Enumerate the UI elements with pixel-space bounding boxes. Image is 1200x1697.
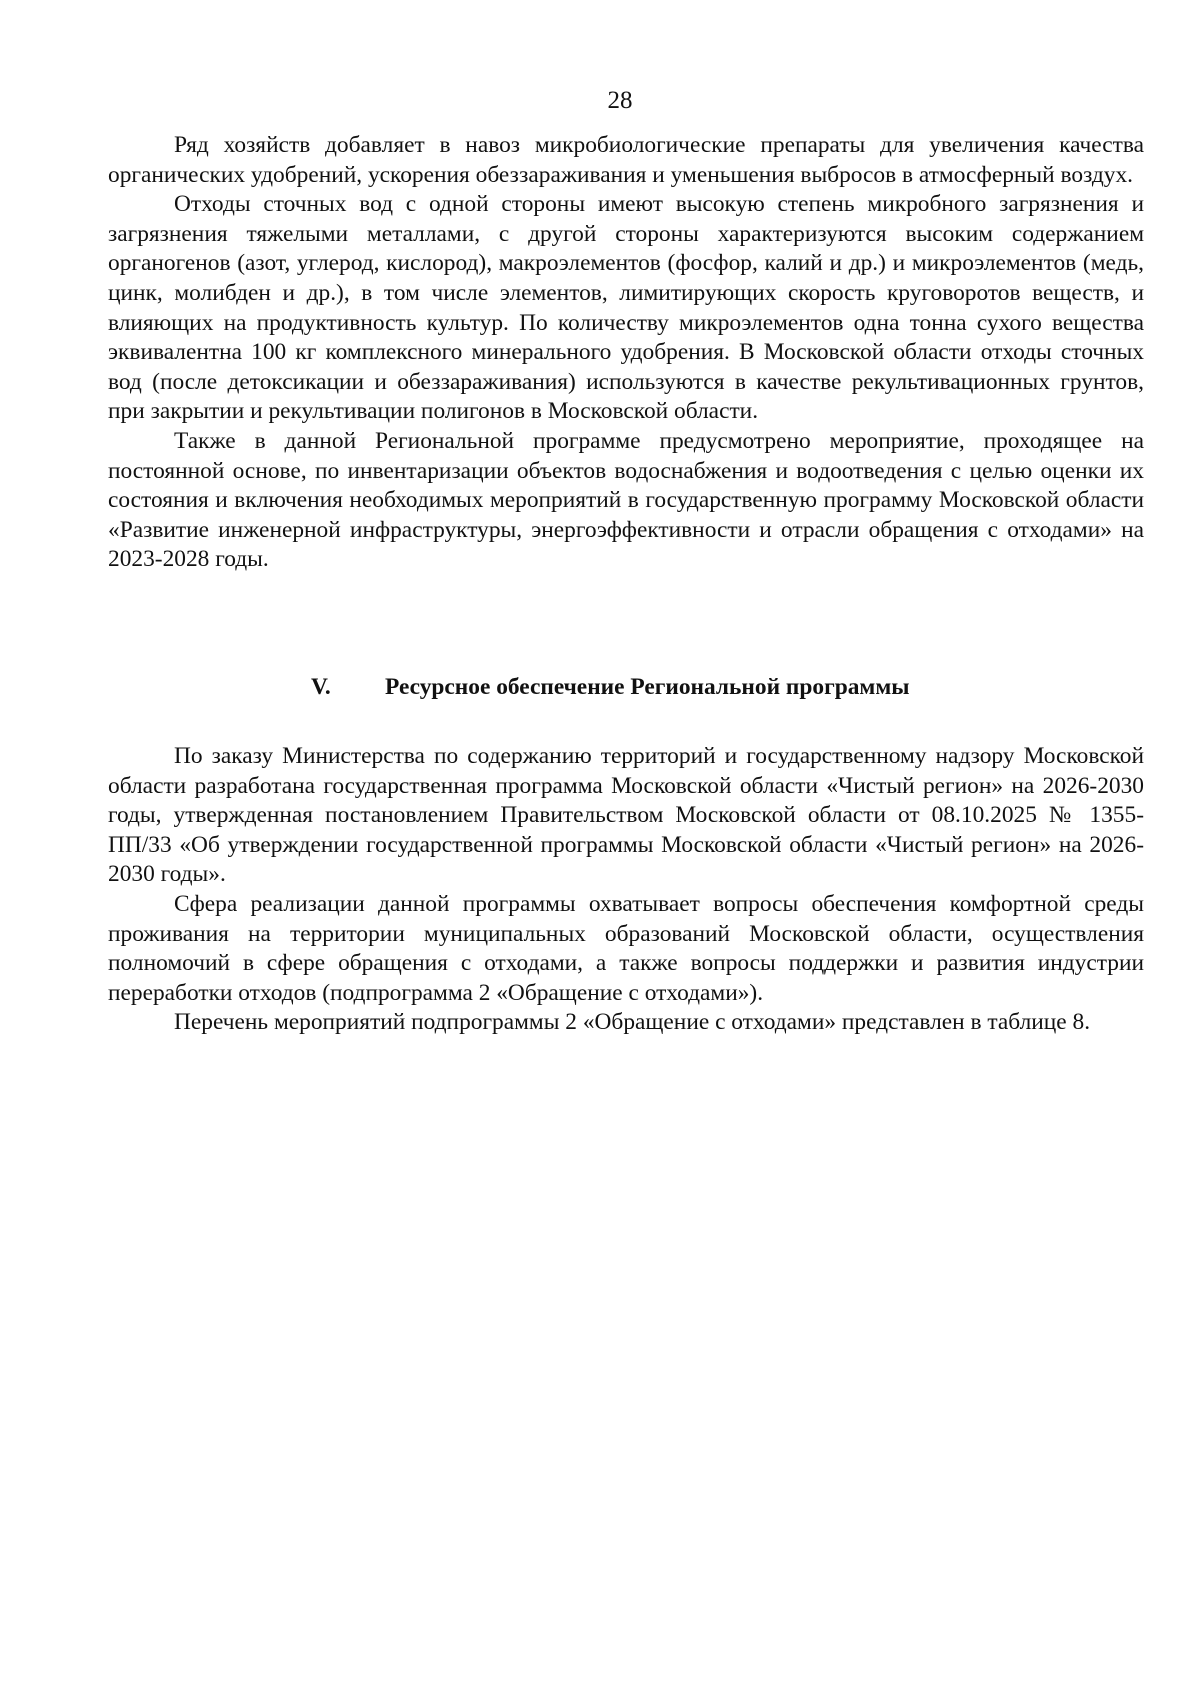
section-title: Ресурсное обеспечение Региональной программы — [385, 674, 910, 700]
paragraph: Перечень мероприятий подпрограммы 2 «Обращение с отходами» представлен в таблице 8. — [174, 1009, 1091, 1036]
section-number: V. — [311, 674, 331, 700]
paragraph: Ряд хозяйств добавляет в навоз микробиологические препараты для увеличения качества органических удобрений, ускорения обеззараживания и уменьшения выбросов в атмосферный воздух. — [108, 132, 1144, 188]
paragraph: Также в данной Региональной программе предусмотрено мероприятие, проходящее на постоянной основе, по инвентаризации объектов водоснабжения и водоотведения с целью оценки их состояния и включения необходимых мероприятий в государственную программу Московской области «Развитие инженерной инфраструктуры, энергоэффективности и отрасли обращения с отходами» на 2023-2028 годы. — [108, 427, 1144, 573]
paragraph: Отходы сточных вод с одной стороны имеют высокую степень микробного загрязнения и загрязнения тяжелыми металлами, с другой стороны характеризуются высоким содержанием органогенов (азот, углерод, кислород), макроэлементов (фосфор, калий и др.) и микроэлементов (медь, цинк, молибден и др.), в том числе элементов, лимитирующих скорость круговоротов веществ, и влияющих на продуктивность культур. По количеству микроэлементов одна тонна сухого вещества эквивалентна 100 кг комплексного минерального удобрения. В Московской области отходы сточных вод (после детоксикации и обеззараживания) используются в качестве рекультивационных грунтов, при закрытии и рекультивации полигонов в Московской области. — [108, 191, 1144, 425]
paragraph: Сфера реализации данной программы охватывает вопросы обеспечения комфортной среды проживания на территории муниципальных образований Московской области, осуществления полномочий в сфере обращения с отходами, а также вопросы поддержки и развития индустрии переработки отходов (подпрограмма 2 «Обращение с отходами»). — [108, 890, 1144, 1006]
page-number: 28 — [607, 87, 633, 114]
section-text-block — [108, 742, 1144, 1038]
intro-text-block — [108, 131, 1144, 575]
paragraph: По заказу Министерства по содержанию территорий и государственному надзору Московской области разработана государственная программа Московской области «Чистый регион» на 2026-2030 годы, утвержденная постановлением Правительством Московской области от 08.10.2025 № 1355-ПП/33 «Об утверждении государственной программы Московской области «Чистый регион» на 2026-2030 годы». — [108, 743, 1144, 888]
